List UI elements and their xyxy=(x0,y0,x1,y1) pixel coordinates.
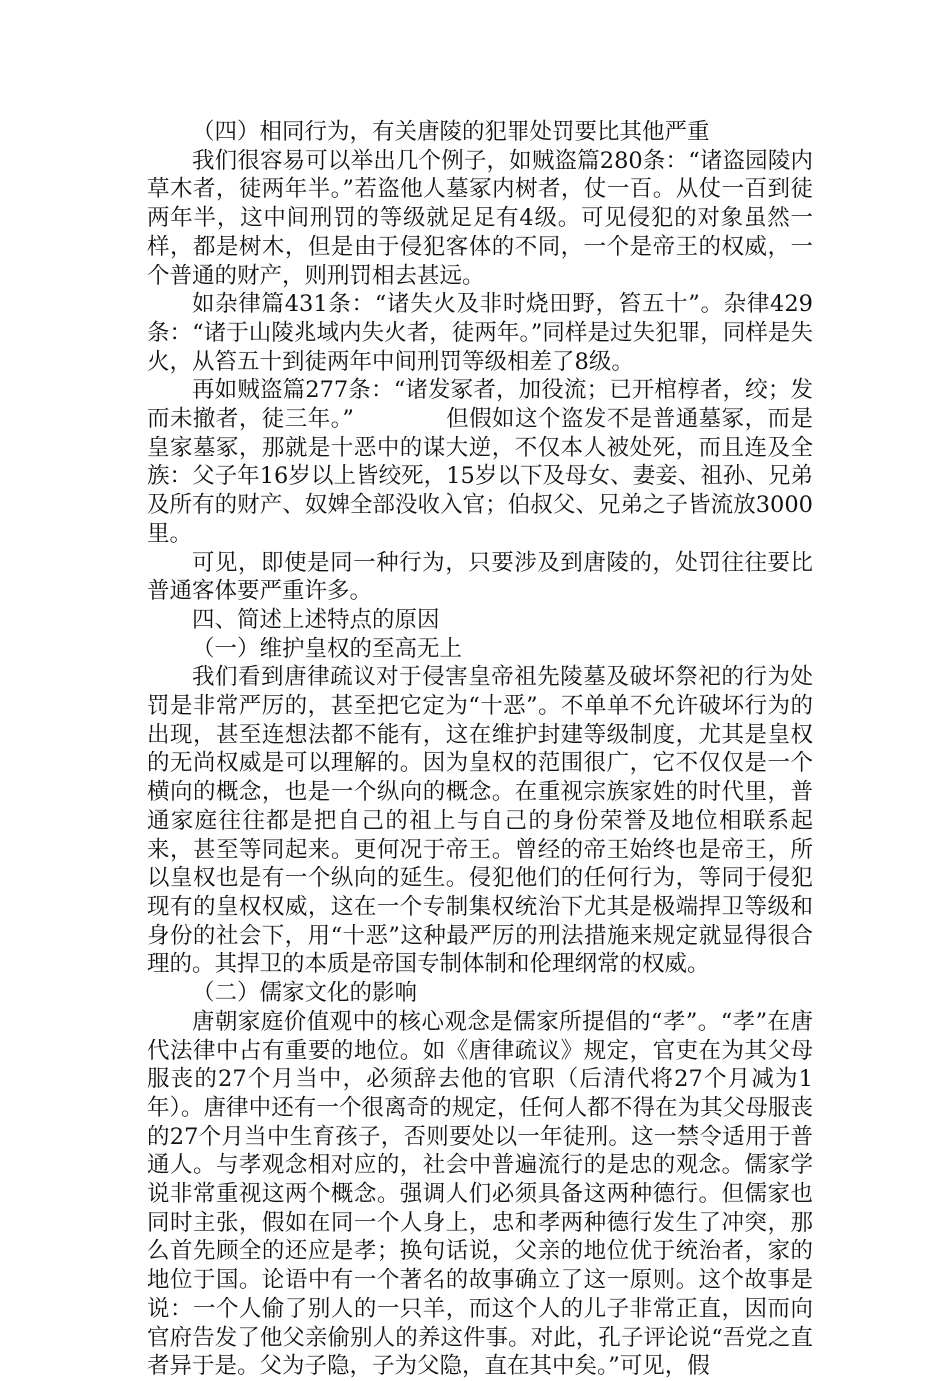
body-paragraph: 如杂律篇431条：“诸失火及非时烧田野，笞五十”。杂律429条：“诸于山陵兆域内失火者，徒两年。”同样是过失犯罪，同样是失火，从笞五十到徒两年中间刑罚等级相差了8级。 xyxy=(147,291,813,375)
body-paragraph: 我们很容易可以举出几个例子，如贼盗篇280条：“诸盗园陵内草木者，徒两年半。”若盗他人墓冢内树者，仗一百。从仗一百到徒两年半，这中间刑罚的等级就足足有4级。可见侵犯的对象虽然一样，都是树木，但是由于侵犯客体的不同，一个是帝王的权威，一个普通的财产，则刑罚相去甚远。 xyxy=(147,147,813,289)
section-heading-reasons: 四、简述上述特点的原因 xyxy=(192,606,440,633)
section-heading-4: （四）相同行为，有关唐陵的犯罪处罚要比其他严重 xyxy=(192,119,710,145)
body-paragraph: 唐朝家庭价值观中的核心观念是儒家所提倡的“孝”。“孝”在唐代法律中占有重要的地位。如《唐律疏议》规定，官吏在为其父母服丧的27个月当中，必须辞去他的官职（后清代将27个月减为1年）。唐律中还有一个很离奇的规定，任何人都不得在为其父母服丧的27个月当中生育孩子，否则要处以一年徒刑。这一禁令适用于普通人。与孝观念相对应的，社会中普遍流行的是忠的观念。儒家学说非常重视这两个概念。强调人们必须具备这两种德行。但儒家也同时主张，假如在同一个人身上，忠和孝两种德行发生了冲突，那么首先顾全的还应是孝；换句话说，父亲的地位优于统治者，家的地位于国。论语中有一个著名的故事确立了这一原则。这个故事是说：一个人偷了别人的一只羊，而这个人的儿子非常正直，因而向官府告发了他父亲偷别人的养这件事。对此，孔子评论说“吾党之直者异于是。父为子隐，子为父隐，直在其中矣。”可见，假 xyxy=(147,1008,813,1380)
body-paragraph: 我们看到唐律疏议对于侵害皇帝祖先陵墓及破坏祭祀的行为处罚是非常严厉的，甚至把它定为“十恶”。不单单不允许破坏行为的出现，甚至连想法都不能有，这在维护封建等级制度，尤其是皇权的无尚权威是可以理解的。因为皇权的范围很广，它不仅仅是一个横向的概念，也是一个纵向的概念。在重视宗族家姓的时代里，普通家庭往往都是把自己的祖上与自己的身份荣誉及地位相联系起来，甚至等同起来。更何况于帝王。曾经的帝王始终也是帝王，所以皇权也是有一个纵向的延生。侵犯他们的任何行为，等同于侵犯现有的皇权权威，这在一个专制集权统治下尤其是极端捍卫等级和身份的社会下，用“十恶”这种最严厉的刑法措施来规定就显得很合理的。其捍卫的本质是帝国专制体制和伦理纲常的权威。 xyxy=(147,664,813,978)
body-paragraph: 再如贼盗篇277条：“诸发冢者，加役流；已开棺椁者，绞；发而未撤者，徒三年。” 但假如这个盗发不是普通墓冢，而是皇家墓冢，那就是十恶中的谋大逆，不仅本人被处死，而且连及全族：父子年16岁以上皆绞死，15岁以下及母女、妻妾、祖孙、兄弟及所有的财产、奴婢全部没收入官；伯叔父、兄弟之子皆流放3000里。 xyxy=(147,377,813,547)
subsection-heading-2: （二）儒家文化的影响 xyxy=(192,980,418,1007)
body-paragraph: 可见，即使是同一种行为，只要涉及到唐陵的，处罚往往要比普通客体要严重许多。 xyxy=(147,549,813,605)
document-body xyxy=(147,118,813,1381)
subsection-heading-1: （一）维护皇权的至高无上 xyxy=(192,635,463,662)
